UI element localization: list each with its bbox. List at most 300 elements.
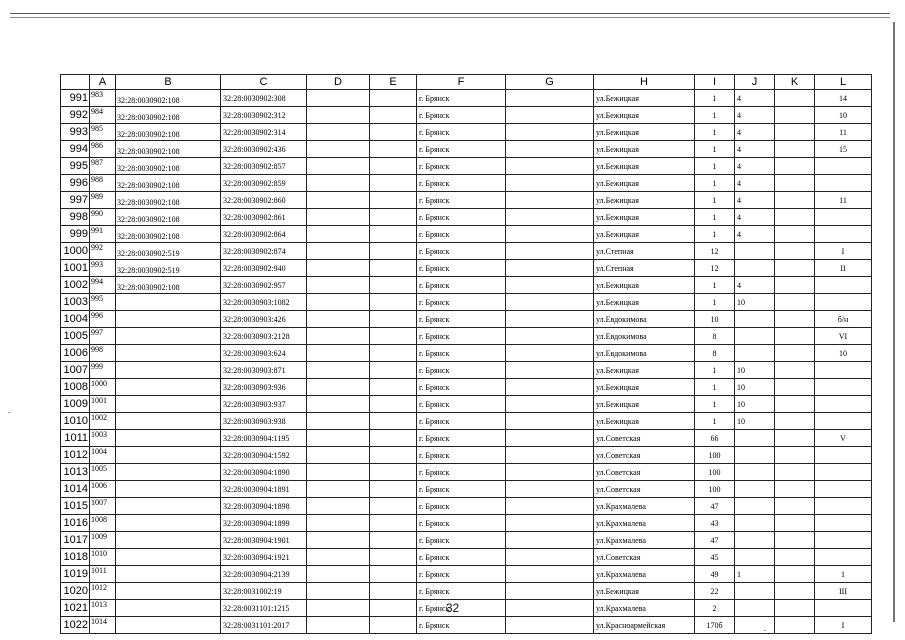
cell-j[interactable]: 4 [735, 226, 775, 243]
row-number[interactable]: 1003 [61, 294, 90, 311]
cell-g[interactable] [506, 464, 594, 481]
cell-j[interactable] [735, 345, 775, 362]
cell-j[interactable]: 10 [735, 413, 775, 430]
cell-a[interactable]: 1013 [90, 600, 116, 617]
cell-f[interactable]: г. Брянск [417, 294, 506, 311]
cell-c[interactable]: 32:28:0030904:1901 [221, 532, 307, 549]
cell-d[interactable] [307, 396, 370, 413]
cell-i[interactable]: 45 [695, 549, 735, 566]
cell-d[interactable] [307, 141, 370, 158]
cell-l[interactable] [815, 379, 872, 396]
row-number[interactable]: 1004 [61, 311, 90, 328]
column-header-l[interactable]: L [815, 75, 872, 90]
cell-f[interactable]: г. Брянск [417, 413, 506, 430]
cell-a[interactable]: 1001 [90, 396, 116, 413]
row-number[interactable]: 1017 [61, 532, 90, 549]
cell-d[interactable] [307, 311, 370, 328]
cell-e[interactable] [370, 158, 417, 175]
row-number[interactable]: 1021 [61, 600, 90, 617]
cell-h[interactable]: ул.Евдокимова [594, 311, 695, 328]
cell-l[interactable]: V [815, 430, 872, 447]
row-number[interactable]: 1012 [61, 447, 90, 464]
cell-l[interactable]: 11 [815, 192, 872, 209]
cell-i[interactable]: 43 [695, 515, 735, 532]
cell-h[interactable]: ул.Крахмалева [594, 566, 695, 583]
cell-h[interactable]: ул.Бежицкая [594, 413, 695, 430]
cell-g[interactable] [506, 447, 594, 464]
cell-f[interactable]: г. Брянск [417, 430, 506, 447]
cell-c[interactable]: 32:28:0030903:2128 [221, 328, 307, 345]
cell-k[interactable] [775, 413, 815, 430]
cell-k[interactable] [775, 583, 815, 600]
cell-g[interactable] [506, 345, 594, 362]
cell-h[interactable]: ул.Бежицкая [594, 379, 695, 396]
cell-h[interactable]: ул.Советская [594, 549, 695, 566]
cell-h[interactable]: ул.Советская [594, 447, 695, 464]
cell-b[interactable] [116, 294, 221, 311]
row-number[interactable]: 995 [61, 158, 90, 175]
cell-i[interactable]: 12 [695, 243, 735, 260]
cell-f[interactable]: г. Брянск [417, 515, 506, 532]
cell-a[interactable]: 1003 [90, 430, 116, 447]
row-number[interactable]: 1016 [61, 515, 90, 532]
cell-a[interactable]: 1007 [90, 498, 116, 515]
cell-f[interactable]: г. Брянск [417, 277, 506, 294]
cell-a[interactable]: 1011 [90, 566, 116, 583]
cell-c[interactable]: 32:28:0030904:1195 [221, 430, 307, 447]
cell-c[interactable]: 32:28:0030902:957 [221, 277, 307, 294]
cell-g[interactable] [506, 413, 594, 430]
cell-f[interactable]: г. Брянск [417, 107, 506, 124]
cell-h[interactable]: ул.Крахмалева [594, 532, 695, 549]
cell-f[interactable]: г. Брянск [417, 447, 506, 464]
cell-j[interactable]: 4 [735, 90, 775, 107]
cell-j[interactable]: 1 [735, 566, 775, 583]
cell-k[interactable] [775, 260, 815, 277]
cell-i[interactable]: 47 [695, 532, 735, 549]
cell-c[interactable]: 32:28:0030902:874 [221, 243, 307, 260]
cell-j[interactable] [735, 481, 775, 498]
cell-e[interactable] [370, 413, 417, 430]
cell-j[interactable] [735, 260, 775, 277]
row-number[interactable]: 1002 [61, 277, 90, 294]
cell-b[interactable] [116, 617, 221, 634]
cell-e[interactable] [370, 192, 417, 209]
cell-b[interactable] [116, 566, 221, 583]
cell-k[interactable] [775, 617, 815, 634]
cell-c[interactable]: 32:28:0030902:857 [221, 158, 307, 175]
cell-d[interactable] [307, 617, 370, 634]
cell-f[interactable]: г. Брянск [417, 158, 506, 175]
cell-g[interactable] [506, 175, 594, 192]
row-number[interactable]: 1018 [61, 549, 90, 566]
cell-i[interactable]: 1 [695, 107, 735, 124]
cell-c[interactable]: 32:28:0030903:938 [221, 413, 307, 430]
cell-e[interactable] [370, 277, 417, 294]
cell-d[interactable] [307, 464, 370, 481]
cell-k[interactable] [775, 294, 815, 311]
cell-e[interactable] [370, 532, 417, 549]
cell-f[interactable]: г. Брянск [417, 260, 506, 277]
cell-k[interactable] [775, 328, 815, 345]
cell-l[interactable]: I [815, 617, 872, 634]
cell-i[interactable]: 8 [695, 328, 735, 345]
cell-d[interactable] [307, 243, 370, 260]
cell-k[interactable] [775, 430, 815, 447]
cell-k[interactable] [775, 566, 815, 583]
cell-d[interactable] [307, 498, 370, 515]
cell-l[interactable] [815, 413, 872, 430]
cell-l[interactable] [815, 209, 872, 226]
cell-c[interactable]: 32:28:0030904:2139 [221, 566, 307, 583]
cell-d[interactable] [307, 260, 370, 277]
cell-e[interactable] [370, 566, 417, 583]
cell-i[interactable]: 2 [695, 600, 735, 617]
cell-a[interactable]: 1004 [90, 447, 116, 464]
cell-e[interactable] [370, 141, 417, 158]
cell-b[interactable]: 32:28:0030902:108 [116, 192, 221, 209]
cell-i[interactable]: 1 [695, 396, 735, 413]
cell-l[interactable] [815, 447, 872, 464]
cell-h[interactable]: ул.Бежицкая [594, 396, 695, 413]
cell-g[interactable] [506, 430, 594, 447]
cell-a[interactable]: 999 [90, 362, 116, 379]
cell-h[interactable]: ул.Бежицкая [594, 175, 695, 192]
cell-h[interactable]: ул.Крахмалева [594, 498, 695, 515]
cell-k[interactable] [775, 107, 815, 124]
row-number[interactable]: 996 [61, 175, 90, 192]
cell-f[interactable]: г. Брянск [417, 328, 506, 345]
cell-h[interactable]: ул.Советская [594, 464, 695, 481]
cell-c[interactable]: 32:28:0030903:937 [221, 396, 307, 413]
cell-g[interactable] [506, 124, 594, 141]
cell-d[interactable] [307, 379, 370, 396]
cell-c[interactable]: 32:28:0030902:308 [221, 90, 307, 107]
cell-j[interactable] [735, 243, 775, 260]
cell-d[interactable] [307, 430, 370, 447]
cell-g[interactable] [506, 311, 594, 328]
cell-g[interactable] [506, 498, 594, 515]
cell-g[interactable] [506, 396, 594, 413]
cell-e[interactable] [370, 447, 417, 464]
cell-h[interactable]: ул.Евдокимова [594, 328, 695, 345]
cell-h[interactable]: ул.Бежицкая [594, 124, 695, 141]
cell-b[interactable]: 32:28:0030902:108 [116, 226, 221, 243]
corner-cell[interactable] [61, 75, 90, 90]
cell-f[interactable]: г. Брянск [417, 396, 506, 413]
cell-h[interactable]: ул.Бежицкая [594, 158, 695, 175]
cell-b[interactable]: 32:28:0030902:108 [116, 277, 221, 294]
cell-h[interactable]: ул.Бежицкая [594, 90, 695, 107]
cell-i[interactable]: 1 [695, 90, 735, 107]
cell-b[interactable] [116, 481, 221, 498]
cell-a[interactable]: 1005 [90, 464, 116, 481]
cell-b[interactable] [116, 464, 221, 481]
cell-i[interactable]: 8 [695, 345, 735, 362]
cell-f[interactable]: г. Брянск [417, 345, 506, 362]
cell-f[interactable]: г. Брянск [417, 464, 506, 481]
cell-f[interactable]: г. Брянск [417, 209, 506, 226]
cell-g[interactable] [506, 583, 594, 600]
cell-i[interactable]: 66 [695, 430, 735, 447]
cell-j[interactable]: 10 [735, 379, 775, 396]
cell-c[interactable]: 32:28:0030902:861 [221, 209, 307, 226]
cell-h[interactable]: ул.Бежицкая [594, 192, 695, 209]
cell-g[interactable] [506, 294, 594, 311]
cell-a[interactable]: 1014 [90, 617, 116, 634]
cell-h[interactable]: ул.Бежицкая [594, 362, 695, 379]
cell-e[interactable] [370, 175, 417, 192]
cell-j[interactable]: 4 [735, 158, 775, 175]
cell-h[interactable]: ул.Бежицкая [594, 209, 695, 226]
cell-g[interactable] [506, 362, 594, 379]
cell-a[interactable]: 1006 [90, 481, 116, 498]
row-number[interactable]: 1005 [61, 328, 90, 345]
cell-i[interactable]: 49 [695, 566, 735, 583]
row-number[interactable]: 991 [61, 90, 90, 107]
cell-e[interactable] [370, 430, 417, 447]
cell-i[interactable]: 1 [695, 175, 735, 192]
cell-l[interactable] [815, 158, 872, 175]
cell-i[interactable]: 100 [695, 481, 735, 498]
cell-h[interactable]: ул.Евдокимова [594, 345, 695, 362]
cell-g[interactable] [506, 532, 594, 549]
cell-k[interactable] [775, 124, 815, 141]
cell-c[interactable]: 32:28:0030903:871 [221, 362, 307, 379]
cell-f[interactable]: г. Брянск [417, 90, 506, 107]
cell-k[interactable] [775, 379, 815, 396]
cell-d[interactable] [307, 226, 370, 243]
cell-k[interactable] [775, 90, 815, 107]
cell-e[interactable] [370, 328, 417, 345]
cell-j[interactable] [735, 549, 775, 566]
cell-l[interactable]: 14 [815, 90, 872, 107]
cell-f[interactable]: г. Брянск [417, 379, 506, 396]
row-number[interactable]: 1014 [61, 481, 90, 498]
cell-j[interactable] [735, 515, 775, 532]
cell-k[interactable] [775, 209, 815, 226]
cell-g[interactable] [506, 158, 594, 175]
cell-h[interactable]: ул.Бежицкая [594, 141, 695, 158]
column-header-d[interactable]: D [307, 75, 370, 90]
cell-b[interactable] [116, 498, 221, 515]
cell-e[interactable] [370, 498, 417, 515]
cell-k[interactable] [775, 447, 815, 464]
cell-d[interactable] [307, 90, 370, 107]
cell-d[interactable] [307, 209, 370, 226]
cell-d[interactable] [307, 328, 370, 345]
row-number[interactable]: 1008 [61, 379, 90, 396]
cell-b[interactable]: 32:28:0030902:519 [116, 243, 221, 260]
cell-i[interactable]: 1 [695, 209, 735, 226]
cell-b[interactable]: 32:28:0030902:108 [116, 175, 221, 192]
cell-b[interactable] [116, 549, 221, 566]
cell-d[interactable] [307, 294, 370, 311]
cell-l[interactable] [815, 277, 872, 294]
cell-f[interactable]: г. Брянск [417, 583, 506, 600]
cell-d[interactable] [307, 362, 370, 379]
cell-i[interactable]: 47 [695, 498, 735, 515]
cell-c[interactable]: 32:28:0030904:1890 [221, 464, 307, 481]
cell-a[interactable]: 996 [90, 311, 116, 328]
cell-i[interactable]: 12 [695, 260, 735, 277]
cell-e[interactable] [370, 396, 417, 413]
cell-a[interactable]: 987 [90, 158, 116, 175]
cell-a[interactable]: 1008 [90, 515, 116, 532]
cell-d[interactable] [307, 345, 370, 362]
cell-e[interactable] [370, 583, 417, 600]
row-number[interactable]: 1011 [61, 430, 90, 447]
cell-b[interactable] [116, 583, 221, 600]
cell-c[interactable]: 32:28:0031002:19 [221, 583, 307, 600]
cell-i[interactable]: 1 [695, 379, 735, 396]
cell-i[interactable]: 1 [695, 226, 735, 243]
cell-b[interactable] [116, 430, 221, 447]
cell-f[interactable]: г. Брянск [417, 498, 506, 515]
cell-a[interactable]: 985 [90, 124, 116, 141]
column-header-g[interactable]: G [506, 75, 594, 90]
cell-g[interactable] [506, 481, 594, 498]
cell-j[interactable]: 10 [735, 362, 775, 379]
cell-h[interactable]: ул.Крахмалева [594, 515, 695, 532]
cell-d[interactable] [307, 175, 370, 192]
cell-j[interactable] [735, 464, 775, 481]
cell-i[interactable]: 10 [695, 311, 735, 328]
cell-f[interactable]: г. Брянск [417, 175, 506, 192]
cell-e[interactable] [370, 107, 417, 124]
cell-a[interactable]: 1009 [90, 532, 116, 549]
row-number[interactable]: 1019 [61, 566, 90, 583]
cell-f[interactable]: г. Брянск [417, 481, 506, 498]
cell-b[interactable] [116, 532, 221, 549]
cell-a[interactable]: 1000 [90, 379, 116, 396]
row-number[interactable]: 1009 [61, 396, 90, 413]
cell-f[interactable]: г. Брянск [417, 617, 506, 634]
cell-g[interactable] [506, 192, 594, 209]
cell-l[interactable] [815, 294, 872, 311]
cell-i[interactable]: 22 [695, 583, 735, 600]
cell-h[interactable]: ул.Бежицкая [594, 294, 695, 311]
cell-j[interactable] [735, 583, 775, 600]
cell-j[interactable]: 4 [735, 209, 775, 226]
cell-h[interactable]: ул.Бежицкая [594, 107, 695, 124]
row-number[interactable]: 1015 [61, 498, 90, 515]
cell-l[interactable]: III [815, 583, 872, 600]
cell-e[interactable] [370, 209, 417, 226]
cell-c[interactable]: 32:28:0030902:859 [221, 175, 307, 192]
cell-b[interactable]: 32:28:0030902:108 [116, 209, 221, 226]
cell-k[interactable] [775, 532, 815, 549]
cell-k[interactable] [775, 464, 815, 481]
cell-c[interactable]: 32:28:0030904:1891 [221, 481, 307, 498]
cell-j[interactable] [735, 532, 775, 549]
cell-f[interactable]: г. Брянск [417, 566, 506, 583]
cell-g[interactable] [506, 566, 594, 583]
cell-a[interactable]: 1012 [90, 583, 116, 600]
cell-c[interactable]: 32:28:0030904:1921 [221, 549, 307, 566]
cell-e[interactable] [370, 549, 417, 566]
cell-a[interactable]: 997 [90, 328, 116, 345]
row-number[interactable]: 999 [61, 226, 90, 243]
cell-d[interactable] [307, 583, 370, 600]
cell-e[interactable] [370, 226, 417, 243]
cell-c[interactable]: 32:28:0031101:1215 [221, 600, 307, 617]
cell-b[interactable] [116, 413, 221, 430]
cell-h[interactable]: ул.Степная [594, 260, 695, 277]
cell-e[interactable] [370, 260, 417, 277]
cell-i[interactable]: 100 [695, 447, 735, 464]
cell-h[interactable]: ул.Крахмалева [594, 600, 695, 617]
cell-l[interactable]: б/н [815, 311, 872, 328]
cell-k[interactable] [775, 277, 815, 294]
cell-c[interactable]: 32:28:0030902:436 [221, 141, 307, 158]
row-number[interactable]: 997 [61, 192, 90, 209]
cell-i[interactable]: 1 [695, 294, 735, 311]
row-number[interactable]: 1022 [61, 617, 90, 634]
cell-k[interactable] [775, 311, 815, 328]
cell-a[interactable]: 989 [90, 192, 116, 209]
row-number[interactable]: 1013 [61, 464, 90, 481]
cell-h[interactable]: ул.Бежицкая [594, 277, 695, 294]
cell-a[interactable]: 991 [90, 226, 116, 243]
cell-e[interactable] [370, 515, 417, 532]
cell-i[interactable]: 1 [695, 141, 735, 158]
cell-l[interactable] [815, 175, 872, 192]
cell-a[interactable]: 995 [90, 294, 116, 311]
cell-e[interactable] [370, 379, 417, 396]
row-number[interactable]: 1020 [61, 583, 90, 600]
row-number[interactable]: 993 [61, 124, 90, 141]
cell-j[interactable] [735, 498, 775, 515]
cell-k[interactable] [775, 498, 815, 515]
cell-g[interactable] [506, 379, 594, 396]
cell-k[interactable] [775, 243, 815, 260]
cell-a[interactable]: 992 [90, 243, 116, 260]
cell-f[interactable]: г. Брянск [417, 532, 506, 549]
cell-i[interactable]: 1 [695, 277, 735, 294]
cell-a[interactable]: 998 [90, 345, 116, 362]
cell-b[interactable] [116, 311, 221, 328]
cell-b[interactable] [116, 328, 221, 345]
cell-k[interactable] [775, 549, 815, 566]
cell-a[interactable]: 986 [90, 141, 116, 158]
cell-g[interactable] [506, 141, 594, 158]
cell-i[interactable]: 1 [695, 124, 735, 141]
cell-a[interactable]: 993 [90, 260, 116, 277]
cell-b[interactable]: 32:28:0030902:519 [116, 260, 221, 277]
cell-c[interactable]: 32:28:0031101:2017 [221, 617, 307, 634]
cell-d[interactable] [307, 158, 370, 175]
cell-d[interactable] [307, 532, 370, 549]
cell-c[interactable]: 32:28:0030902:314 [221, 124, 307, 141]
column-header-f[interactable]: F [417, 75, 506, 90]
cell-l[interactable]: 11 [815, 124, 872, 141]
cell-j[interactable]: 10 [735, 294, 775, 311]
column-header-i[interactable]: I [695, 75, 735, 90]
cell-g[interactable] [506, 549, 594, 566]
row-number[interactable]: 1010 [61, 413, 90, 430]
column-header-h[interactable]: H [594, 75, 695, 90]
cell-i[interactable]: 170б [695, 617, 735, 634]
cell-k[interactable] [775, 226, 815, 243]
cell-c[interactable]: 32:28:0030903:624 [221, 345, 307, 362]
row-number[interactable]: 1006 [61, 345, 90, 362]
cell-j[interactable]: 4 [735, 175, 775, 192]
cell-k[interactable] [775, 158, 815, 175]
cell-g[interactable] [506, 515, 594, 532]
cell-g[interactable] [506, 328, 594, 345]
row-number[interactable]: 1007 [61, 362, 90, 379]
